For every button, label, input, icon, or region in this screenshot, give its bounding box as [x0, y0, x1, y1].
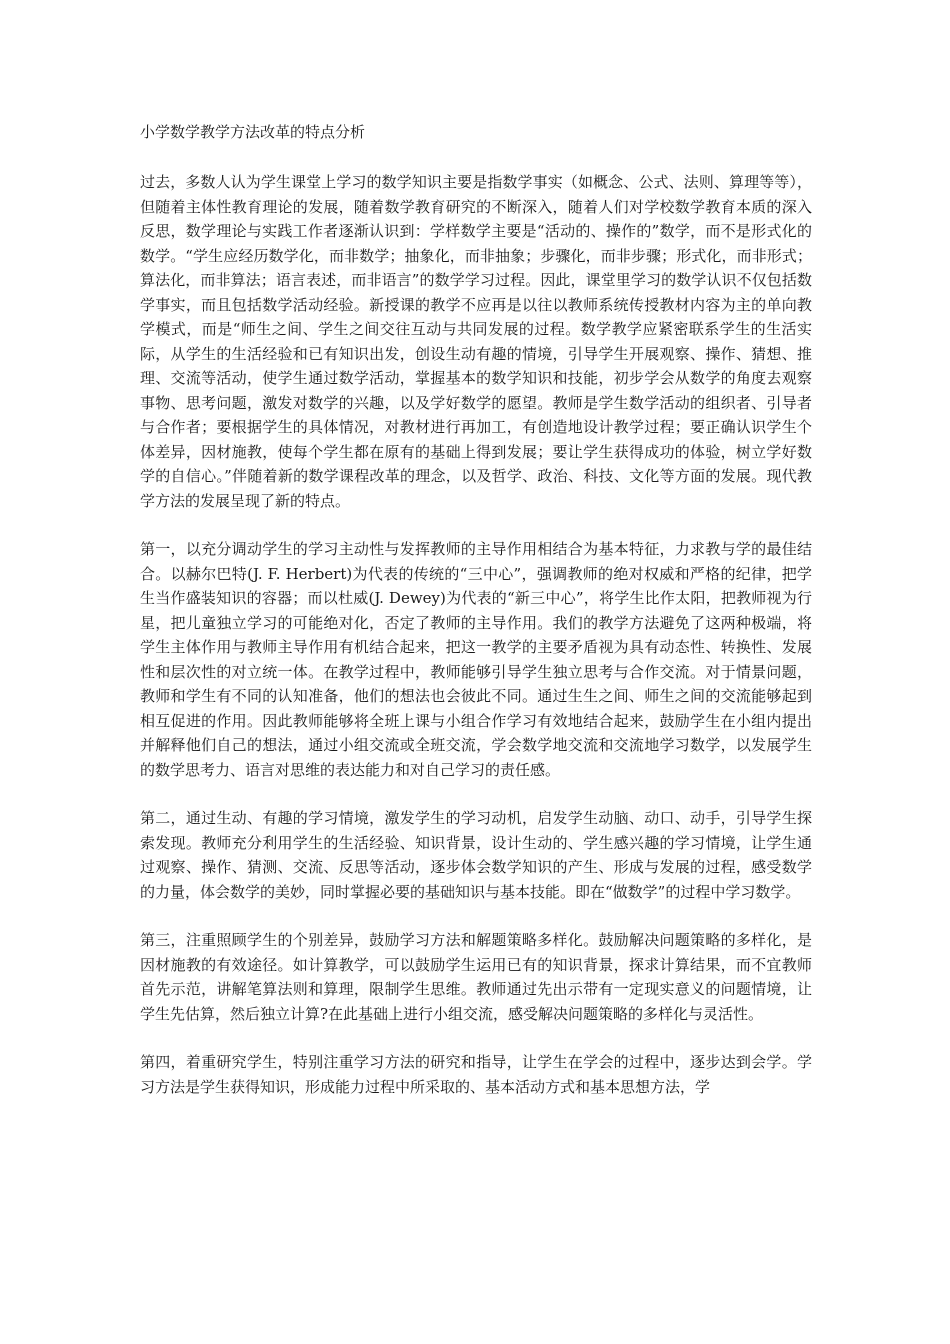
paragraph-intro: 过去，多数人认为学生课堂上学习的数学知识主要是指数学事实（如概念、公式、法则、算理等等），但随着主体性教育理论的发展，随着数学教育研究的不断深入，随着人们对学校数学教育本质的深入反思，数学理论与实践工作者逐渐认识到：学样数学主要是“活动的、操作的”数学，而不是形式化的数学。“学生应经历数学化，而非数学；抽象化，而非抽象；步骤化，而非步骤；形式化，而非形式；算法化，而非算法；语言表述，而非语言”的数学学习过程。因此，课堂里学习的数学认识不仅包括数学事实，而且包括数学活动经验。新授课的教学不应再是以往以教师系统传授教材内容为主的单向教学模式，而是“师生之间、学生之间交往互动与共同发展的过程。数学教学应紧密联系学生的生活实际，从学生的生活经验和已有知识出发，创设生动有趣的情境，引导学生开展观察、操作、猜想、推理、交流等活动，使学生通过数学活动，掌握基本的数学知识和技能，初步学会从数学的角度去观察事物、思考问题，激发对数学的兴趣，以及学好数学的愿望。教师是学生数学活动的组织者、引导者与合作者；要根据学生的具体情况，对教材进行再加工，有创造地设计教学过程；要正确认识学生个体差异，因材施教，使每个学生都在原有的基础上得到发展；要让学生获得成功的体验，树立学好数学的自信心。”伴随着新的数学课程改革的理念，以及哲学、政治、科技、文化等方面的发展。现代教学方法的发展呈现了新的特点。 — [140, 173, 812, 510]
paragraph-first-point: 第一，以充分调动学生的学习主动性与发挥教师的主导作用相结合为基本特征，力求教与学的最佳结合。以赫尔巴特(J. F. Herbert)为代表的传统的“三中心”，强调教师的绝对权威和严格的纪律，把学生当作盛装知识的容器；而以杜威(J. Dewey)为代表的“新三中心”，将学生比作太阳，把教师视为行星，把儿童独立学习的可能绝对化，否定了教师的主导作用。我们的教学方法避免了这两种极端，将学生主体作用与教师主导作用有机结合起来，把这一教学的主要矛盾视为具有动态性、转换性、发展性和层次性的对立统一体。在教学过程中，教师能够引导学生独立思考与合作交流。对于情景问题，教师和学生有不同的认知准备，他们的想法也会彼此不同。通过生生之间、师生之间的交流能够起到相互促进的作用。因此教师能够将全班上课与小组合作学习有效地结合起来，鼓励学生在小组内提出并解释他们自己的想法，通过小组交流或全班交流，学会数学地交流和交流地学习数学，以发展学生的数学思考力、语言对思维的表达能力和对自己学习的责任感。 — [140, 540, 812, 779]
paragraph-fourth-point: 第四，着重研究学生，特别注重学习方法的研究和指导，让学生在学会的过程中，逐步达到会学。学习方法是学生获得知识，形成能力过程中所采取的、基本活动方式和基本思想方法，学 — [140, 1053, 812, 1096]
paragraph-third-point: 第三，注重照顾学生的个别差异，鼓励学习方法和解题策略多样化。鼓励解决问题策略的多样化，是因材施教的有效途径。如计算教学，可以鼓励学生运用已有的知识背景，探求计算结果，而不宜教师首先示范，讲解笔算法则和算理，限制学生思维。教师通过先出示带有一定现实意义的问题情境，让学生先估算，然后独立计算?在此基础上进行小组交流，感受解决问题策略的多样化与灵活性。 — [140, 931, 812, 1023]
document-page — [140, 118, 812, 1123]
paragraph-second-point: 第二，通过生动、有趣的学习情境，激发学生的学习动机，启发学生动脑、动口、动手，引导学生探索发现。教师充分利用学生的生活经验、知识背景，设计生动的、学生感兴趣的学习情境，让学生通过观察、操作、猜测、交流、反思等活动，逐步体会数学知识的产生、形成与发展的过程，感受数学的力量，体会数学的美妙，同时掌握必要的基础知识与基本技能。即在“做数学”的过程中学习数学。 — [140, 809, 812, 901]
document-title: 小学数学教学方法改革的特点分析 — [140, 123, 366, 141]
